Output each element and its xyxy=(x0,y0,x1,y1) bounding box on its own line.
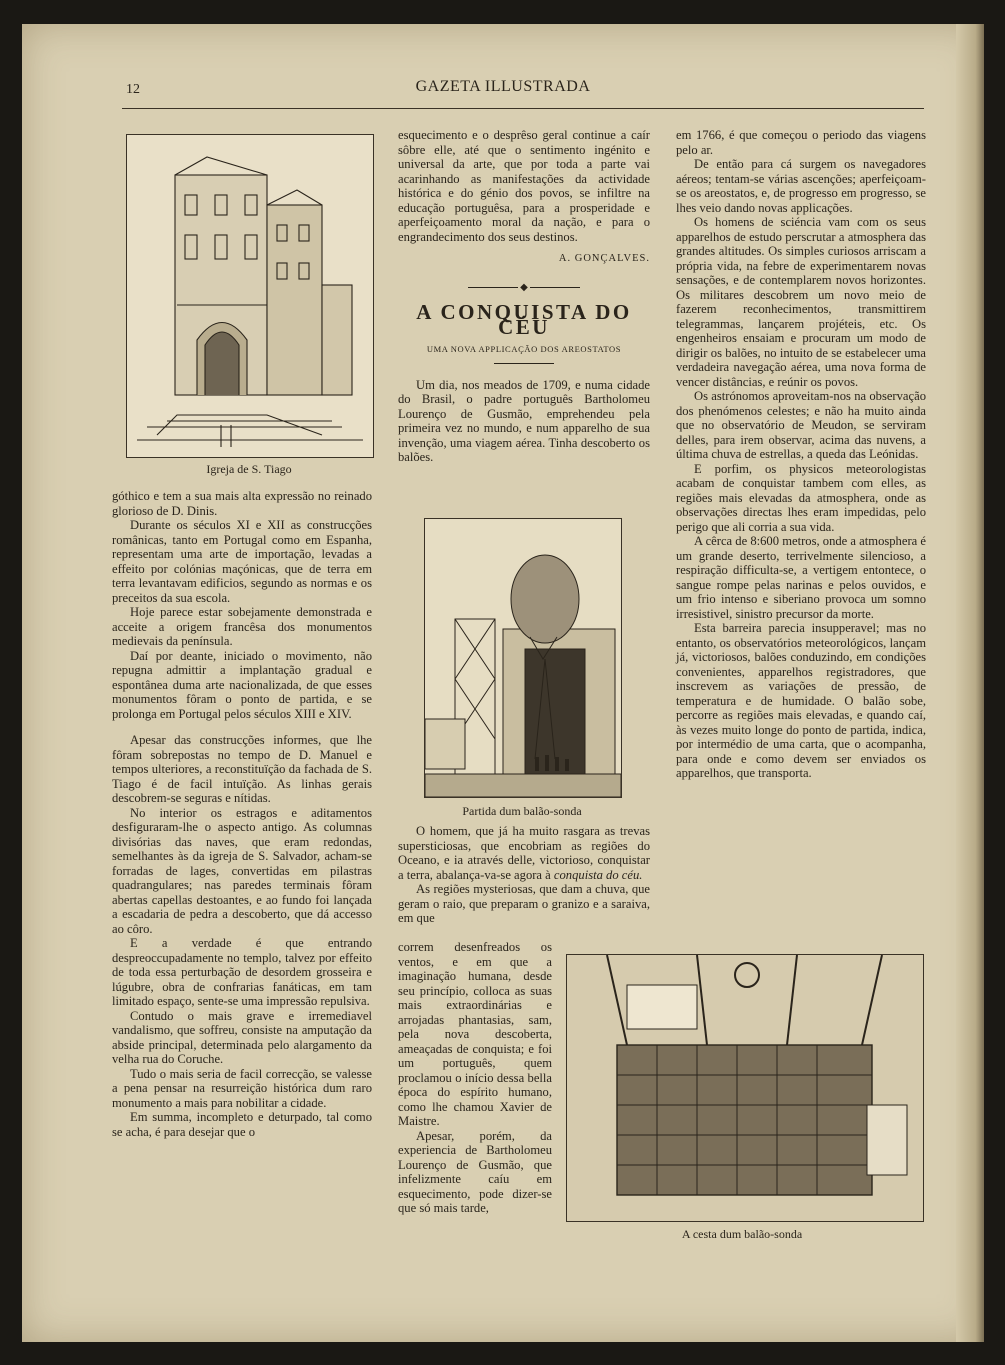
col2-paragraph xyxy=(398,824,650,882)
newspaper-page xyxy=(22,24,984,1342)
col1-paragraph: Em summa, incompleto e deturpado, tal como se acha, é para desejar que o xyxy=(112,1110,372,1139)
col1-paragraph: Hoje parece estar sobejamente demonstrada e acceite a origem francêsa dos monumentos medievais da península. xyxy=(112,605,372,648)
col3-paragraph: em 1766, é que começou o periodo das viagens pelo ar. xyxy=(676,128,926,157)
col3-paragraph: Esta barreira parecia insupperavel; mas no entanto, os observatórios meteorológicos, lançam já, victoriosos, balões conduzindo, em condições convenientes, apparelhos registradores, que inscrevem as variações de pressão, de temperatura e de humidade. O balão sobe, percorre as regiões mais elevadas, e quando caí, às vezes muito longe do ponto de partida, indica, por intermédio de uma carta, que o acompanha, para onde e como devem ser enviados os apparelhos, que transporta. xyxy=(676,621,926,780)
basket-figure xyxy=(566,954,924,1222)
col3-paragraph: Os astrónomos aproveitam-nos na observação dos phenómenos celestes; e não ha muito ainda que no observatório de Meudon, se serviram delles, para irem observar, acima das nuvens, a última chuva de estrellas, a queda das Leónidas. xyxy=(676,389,926,461)
col2-paragraph: As regiões mysteriosas, que dam a chuva, que geram o raio, que preparam o granizo e a saraiva, em que xyxy=(398,882,650,925)
col3-paragraph: E porfim, os physicos meteorologistas acabam de conquistar tambem com elles, as regiões mais elevadas da atmosphera, onde as observações directas lhes eram impedidas, pelo perigo que ali corria a sua vida. xyxy=(676,461,926,534)
author-signature: A. GONÇALVES. xyxy=(558,253,650,264)
col3-paragraph: De então para cá surgem os navegadores aéreos; tentam-se várias ascenções; aperfeiçoam-se os areostatos, e, de progresso em progresso, se lhes veio dando novas applicações. xyxy=(676,157,926,215)
col1-paragraph: Tudo o mais seria de facil correcção, se valesse a pena pensar na resurreição histórica dum raro monumento a mais para nobilitar a cidade. xyxy=(112,1066,372,1110)
subtitle-rule xyxy=(494,363,554,364)
balloon-engraving-icon xyxy=(425,519,621,797)
church-caption: Igreja de S. Tiago xyxy=(206,462,292,476)
col3-paragraph: A cêrca de 8:600 metros, onde a atmosphera é um grande deserto, terrivelmente silencioso, a respiração difficulta-se, a vertigem entontece, o sangue rompe pelas narinas e pelos ouvidos, e um frio intenso e siberiano provoca um somno irresistivel, sinistro precursor da morte. xyxy=(676,534,926,621)
col2-continuation: esquecimento e o desprêso geral continue a caír sôbre elle, até que o sentimento ingénito e universal da arte, que por toda a parte vai acarinhando as manifestações da actividade histórica e do génio dos povos, se infiltre na educação portuguêsa, para a prosperidade e aperfeiçoamento moral da nação, e para o engrandecimento dos seus destinos. xyxy=(398,128,650,244)
column-2 xyxy=(398,128,650,465)
article-title: A CONQUISTA DO CÉU xyxy=(416,300,632,339)
col2-p2-text: O homem, que já ha muito rasgara as trevas supersticiosas, que encobriam as regiões do Oceano, e ia através delle, victorioso, conquistar a terra, abalança-va-se agora à xyxy=(398,824,650,882)
church-engraving-icon xyxy=(127,135,373,457)
col1-paragraph: Contudo o mais grave e irremediavel vandalismo, que soffreu, consiste na amputação da abside principal, determinada pelo alargamento da velha rua do Coruche. xyxy=(112,1008,372,1066)
col2-paragraph: correm desenfreados os ventos, e em que a imaginação humana, desde seu princípio, colloca as suas mais extraordinárias e arrojadas phantasias, sam, pela nova descoberta, ameaçadas de conquista; e foi um português, quem proclamou o início dessa bella época do espírito humano, como lhe chamou Xavier de Maistre. xyxy=(398,940,552,1128)
church-figure xyxy=(126,134,374,458)
col1-paragraph: No interior os estragos e aditamentos desfiguraram-lhe o aspecto antigo. As columnas divisórias das naves, que eram redondas, semelhantes às da igreja de S. Salvador, acham-se forradas de lages, convertidas em pilastras quadrangulares; nas paredes terminais fôram abertas capellas destoantes, e ao fundo foi lançada a escadaria de pedra a descoberto, que dá accesso ao côro. xyxy=(112,805,372,936)
ornament-divider: ◆ xyxy=(398,281,650,296)
col1-paragraph: Apesar das construcções informes, que lhe fôram sobrepostas no tempo de D. Manuel e tempos ulteriores, a reconstituïção da fachada de S. Tiago é de facil intuïção. As linhas gerais descobrem-se seguras e nítidas. xyxy=(112,733,372,805)
header-rule xyxy=(122,108,924,109)
balloon-caption: Partida dum balão-sonda xyxy=(462,804,582,818)
column-2-narrow xyxy=(398,940,552,1216)
col1-paragraph: Daí por deante, iniciado o movimento, não repugna admittir a implantação gradual e espontânea duma arte nacionalizada, de que esses monumentos fôram o ponto de partida, e se prolonga em Portugal pelos séculos XIII e XIV. xyxy=(112,648,372,721)
col2-intro: Um dia, nos meados de 1709, e numa cidade do Brasil, o padre português Bartholomeu Lourenço de Gusmão, emprehendeu pela primeira vez no mundo, e num apparelho de sua invenção, uma viagem aérea. Tinha descoberto os balões. xyxy=(398,377,650,464)
col1-paragraph: góthico e tem a sua mais alta expressão no reinado glorioso de D. Dinis. xyxy=(112,489,372,518)
col2-paragraph: Apesar, porém, da experiencia de Bartholomeu Lourenço de Gusmão, que infelizmente caíu em esquecimento, pode dizer-se que só mais tarde, xyxy=(398,1128,552,1215)
column-3 xyxy=(676,128,926,781)
balloon-figure xyxy=(424,518,622,798)
basket-engraving-icon xyxy=(567,955,923,1221)
article-subtitle: UMA NOVA APPLICAÇÃO DOS AREOSTATOS xyxy=(426,344,622,354)
col1-paragraph: E a verdade é que entrando despreoccupadamente no templo, talvez por effeito de toda essa perturbação de desordem grosseira e lúgubre, obra de confrarias fanáticas, em tam limitado espaço, sente-se uma impressão repulsiva. xyxy=(112,936,372,1008)
journal-title: GAZETA ILLUSTRADA xyxy=(415,78,591,95)
basket-caption: A cesta dum balão-sonda xyxy=(681,1227,803,1241)
col3-paragraph: Os homens de sciéncia vam com os seus apparelhos de estudo perscrutar a atmosphera das grandes altitudes. Os simples curiosos arriscam a própria vida, na febre de experimentarem novas sensações, e de contemplarem novos horizontes. Os militares descobrem um novo meio de fazerem reconhecimentos, transmittirem telegrammas, lançarem projéteis, etc. Os engenheiros ensaiam e procuram um modo de dirigir os balões, no intuito de se estabelecer uma verdadeira navegação aérea, uma nova forma de vencer distâncias, e reúnir os povos. xyxy=(676,215,926,389)
page-number: 12 xyxy=(126,82,140,97)
col2-p2-emphasis: conquista do céu. xyxy=(553,867,643,882)
col1-paragraph: Durante os séculos XI e XII as construcções românicas, tanto em Portugal como em Espanha, representam uma arte de importação, levadas a effeito por colónias maçónicas, que de terra em terra levantavam edificios, segundo as normas e os preceitos da sua escola. xyxy=(112,518,372,605)
column-2-continued xyxy=(398,824,650,926)
page-spine xyxy=(956,24,984,1342)
column-1 xyxy=(112,489,372,1139)
